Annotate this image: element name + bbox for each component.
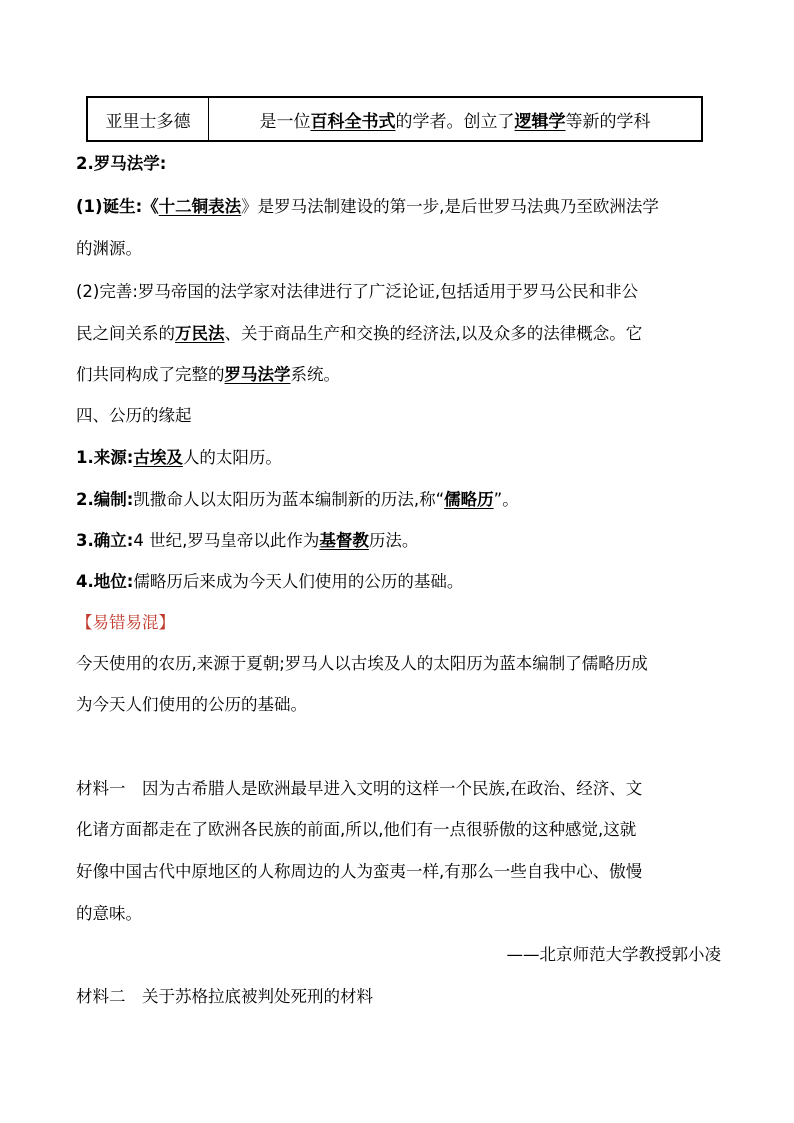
table-name-cell: 亚里士多德: [87, 97, 209, 141]
underlined-term: 儒略历: [444, 490, 494, 509]
calendar-item-4: 4.地位:儒略历后来成为今天人们使用的公历的基础。: [76, 572, 464, 591]
underlined-term: 基督教: [319, 531, 369, 550]
underlined-term: 罗马法学: [224, 365, 291, 384]
material1-source: ——北京师范大学教授郭小凌: [506, 945, 721, 964]
calendar-heading: 四、公历的缘起: [76, 406, 192, 425]
calendar-item-3: 3.确立:4 世纪,罗马皇帝以此作为基督教历法。: [76, 531, 419, 550]
confusion-line2: 为今天人们使用的公历的基础。: [76, 695, 307, 714]
calendar-item-1: 1.来源:古埃及人的太阳历。: [76, 448, 282, 467]
underlined-term: 百科全书式: [310, 111, 396, 132]
roman-law-heading: 2.罗马法学:: [76, 154, 167, 173]
roman-law-para1-line1: (1)诞生:《十二铜表法》是罗马法制建设的第一步,是后世罗马法典乃至欧洲法学: [76, 197, 659, 216]
roman-law-para2-line2: 民之间关系的万民法、关于商品生产和交换的经济法,以及众多的法律概念。它: [76, 324, 643, 343]
table-row: [87, 97, 702, 141]
confusion-tag: 【易错易混】: [76, 613, 175, 632]
underlined-term: 古埃及: [133, 448, 183, 467]
roman-law-para2-line3: 们共同构成了完整的罗马法学系统。: [76, 365, 340, 384]
confusion-line1: 今天使用的农历,来源于夏朝;罗马人以古埃及人的太阳历为蓝本编制了儒略历成: [76, 654, 648, 673]
material1-line1: 材料一 因为古希腊人是欧洲最早进入文明的这样一个民族,在政治、经济、文: [76, 779, 643, 798]
roman-law-para1-line2: 的渊源。: [76, 239, 142, 258]
material1-line4: 的意味。: [76, 904, 142, 923]
roman-law-para2-line1: (2)完善:罗马帝国的法学家对法律进行了广泛论证,包括适用于罗马公民和非公: [76, 282, 639, 301]
material1-line2: 化诸方面都走在了欧洲各民族的前面,所以,他们有一点很骄傲的这种感觉,这就: [76, 820, 637, 839]
aristotle-table: [86, 96, 703, 142]
table-desc-cell: 是一位百科全书式的学者。创立了逻辑学等新的学科: [209, 97, 703, 141]
material2-line1: 材料二 关于苏格拉底被判处死刑的材料: [76, 987, 373, 1006]
underlined-term: 逻辑学: [514, 111, 566, 132]
calendar-item-2: 2.编制:凯撒命人以太阳历为蓝本编制新的历法,称“儒略历”。: [76, 490, 519, 509]
underlined-term: 万民法: [175, 324, 225, 343]
underlined-term: 十二铜表法: [158, 197, 242, 216]
material1-line3: 好像中国古代中原地区的人称周边的人为蛮夷一样,有那么一些自我中心、傲慢: [76, 862, 643, 881]
